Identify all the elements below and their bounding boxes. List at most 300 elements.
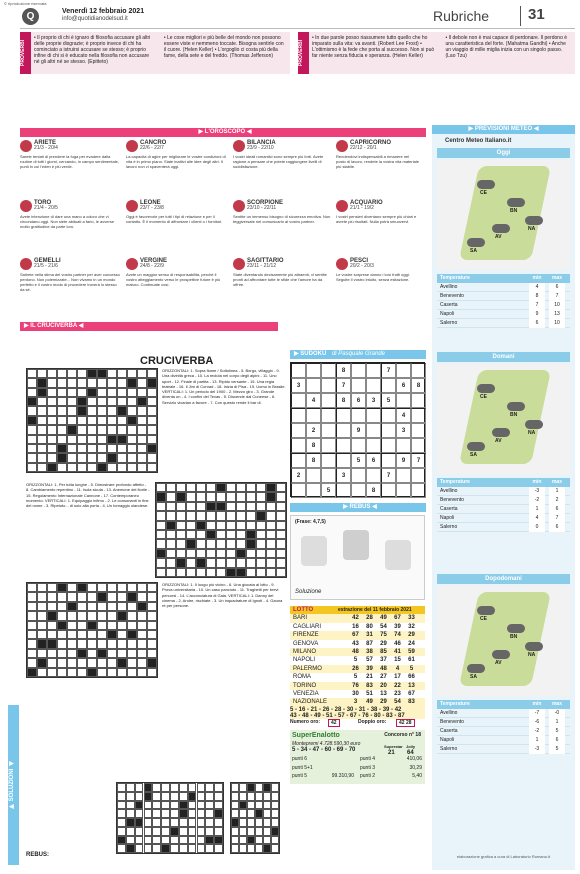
crossword-cell[interactable]: [47, 378, 57, 387]
crossword-cell[interactable]: [144, 818, 153, 827]
crossword-cell[interactable]: [206, 521, 216, 530]
crossword-cell[interactable]: [57, 649, 67, 658]
crossword-cell[interactable]: [67, 388, 77, 397]
crossword-cell[interactable]: [47, 658, 57, 667]
crossword-cell[interactable]: [271, 818, 279, 827]
crossword-cell[interactable]: [206, 483, 216, 492]
crossword-cell[interactable]: [57, 388, 67, 397]
crossword-cell[interactable]: [271, 809, 279, 818]
crossword-cell[interactable]: [236, 539, 246, 548]
crossword-cell[interactable]: [226, 521, 236, 530]
sudoku-cell[interactable]: [321, 438, 336, 453]
sudoku-cell[interactable]: 7: [381, 363, 396, 378]
crossword-cell[interactable]: [126, 792, 135, 801]
sudoku-cell[interactable]: [321, 423, 336, 438]
crossword-cell[interactable]: [47, 435, 57, 444]
crossword-cell[interactable]: [186, 558, 196, 567]
crossword-cell[interactable]: [205, 783, 214, 792]
crossword-cell[interactable]: [47, 453, 57, 462]
crossword-cell[interactable]: [37, 583, 47, 592]
sudoku-cell[interactable]: 6: [366, 453, 381, 468]
crossword-cell[interactable]: [47, 397, 57, 406]
sudoku-cell[interactable]: [366, 438, 381, 453]
crossword-cell[interactable]: [87, 425, 97, 434]
crossword-cell[interactable]: [117, 630, 127, 639]
crossword-cell[interactable]: [47, 425, 57, 434]
sudoku-cell[interactable]: 5: [321, 483, 336, 498]
crossword-cell[interactable]: [266, 549, 276, 558]
crossword-cell[interactable]: [57, 425, 67, 434]
crossword-cell[interactable]: [117, 818, 126, 827]
crossword-cell[interactable]: [170, 792, 179, 801]
crossword-cell[interactable]: [166, 558, 176, 567]
crossword-cell[interactable]: [126, 783, 135, 792]
crossword-cell[interactable]: [214, 818, 223, 827]
crossword-cell[interactable]: [147, 453, 157, 462]
crossword-cell[interactable]: [166, 549, 176, 558]
crossword-cell[interactable]: [97, 378, 107, 387]
crossword-cell[interactable]: [67, 630, 77, 639]
crossword-cell[interactable]: [117, 444, 127, 453]
crossword-cell[interactable]: [196, 549, 206, 558]
crossword-cell[interactable]: [266, 539, 276, 548]
crossword-cell[interactable]: [276, 511, 286, 520]
crossword-cell[interactable]: [205, 792, 214, 801]
crossword-cell[interactable]: [214, 844, 223, 853]
crossword-cell[interactable]: [196, 492, 206, 501]
crossword-cell[interactable]: [57, 611, 67, 620]
crossword-cell[interactable]: [47, 444, 57, 453]
crossword-cell[interactable]: [176, 539, 186, 548]
sudoku-cell[interactable]: [396, 468, 411, 483]
crossword-cell[interactable]: [137, 406, 147, 415]
crossword-cell[interactable]: [67, 416, 77, 425]
crossword-cell[interactable]: [231, 827, 239, 836]
crossword-cell[interactable]: [47, 388, 57, 397]
crossword-cell[interactable]: [77, 658, 87, 667]
crossword-cell[interactable]: [107, 639, 117, 648]
crossword-cell[interactable]: [166, 502, 176, 511]
crossword-cell[interactable]: [127, 406, 137, 415]
crossword-cell[interactable]: [127, 639, 137, 648]
crossword-cell[interactable]: [147, 463, 157, 472]
crossword-cell[interactable]: [144, 801, 153, 810]
crossword-cell[interactable]: [216, 521, 226, 530]
crossword-cell[interactable]: [87, 453, 97, 462]
crossword-cell[interactable]: [255, 792, 263, 801]
crossword-cell[interactable]: [27, 378, 37, 387]
sudoku-cell[interactable]: [321, 363, 336, 378]
crossword-cell[interactable]: [127, 668, 137, 677]
crossword-cell[interactable]: [179, 818, 188, 827]
crossword-cell[interactable]: [87, 630, 97, 639]
sudoku-cell[interactable]: [411, 468, 426, 483]
crossword-cell[interactable]: [247, 801, 255, 810]
crossword-cell[interactable]: [206, 568, 216, 577]
sudoku-cell[interactable]: [396, 363, 411, 378]
crossword-cell[interactable]: [137, 621, 147, 630]
crossword-cell[interactable]: [271, 836, 279, 845]
crossword-cell[interactable]: [231, 809, 239, 818]
sudoku-cell[interactable]: 8: [336, 393, 351, 408]
crossword-cell[interactable]: [255, 844, 263, 853]
sudoku-cell[interactable]: [396, 438, 411, 453]
crossword-cell[interactable]: [276, 539, 286, 548]
crossword-cell[interactable]: [137, 592, 147, 601]
crossword-cell[interactable]: [37, 463, 47, 472]
crossword-cell[interactable]: [156, 521, 166, 530]
crossword-cell[interactable]: [152, 827, 161, 836]
crossword-cell[interactable]: [117, 792, 126, 801]
crossword-cell[interactable]: [197, 783, 206, 792]
crossword-cell[interactable]: [117, 801, 126, 810]
crossword-cell[interactable]: [166, 511, 176, 520]
crossword-cell[interactable]: [27, 453, 37, 462]
sudoku-cell[interactable]: [411, 423, 426, 438]
crossword-cell[interactable]: [170, 844, 179, 853]
crossword-cell[interactable]: [27, 388, 37, 397]
sudoku-cell[interactable]: [306, 483, 321, 498]
crossword-cell[interactable]: [255, 836, 263, 845]
crossword-cell[interactable]: [77, 621, 87, 630]
crossword-cell[interactable]: [147, 406, 157, 415]
crossword-cell[interactable]: [214, 827, 223, 836]
sudoku-cell[interactable]: [366, 408, 381, 423]
sudoku-cell[interactable]: 4: [306, 393, 321, 408]
crossword-cell[interactable]: [137, 639, 147, 648]
crossword-cell[interactable]: [188, 783, 197, 792]
crossword-cell[interactable]: [127, 444, 137, 453]
crossword-cell[interactable]: [161, 783, 170, 792]
crossword-cell[interactable]: [156, 568, 166, 577]
crossword-cell[interactable]: [205, 827, 214, 836]
crossword-cell[interactable]: [226, 492, 236, 501]
crossword-cell[interactable]: [107, 621, 117, 630]
sudoku-cell[interactable]: [396, 393, 411, 408]
crossword-cell[interactable]: [57, 416, 67, 425]
crossword-cell[interactable]: [117, 425, 127, 434]
crossword-cell[interactable]: [67, 639, 77, 648]
crossword-cell[interactable]: [197, 827, 206, 836]
crossword-cell[interactable]: [197, 792, 206, 801]
crossword-cell[interactable]: [107, 369, 117, 378]
crossword-cell[interactable]: [147, 397, 157, 406]
crossword-cell[interactable]: [47, 668, 57, 677]
crossword-cell[interactable]: [266, 511, 276, 520]
crossword-cell[interactable]: [147, 435, 157, 444]
crossword-cell[interactable]: [166, 530, 176, 539]
crossword-cell[interactable]: [186, 530, 196, 539]
crossword-cell[interactable]: [152, 792, 161, 801]
crossword-cell[interactable]: [107, 658, 117, 667]
sudoku-cell[interactable]: [336, 408, 351, 423]
sudoku-cell[interactable]: [396, 483, 411, 498]
crossword-cell[interactable]: [161, 827, 170, 836]
crossword-cell[interactable]: [87, 416, 97, 425]
sudoku-cell[interactable]: 4: [396, 408, 411, 423]
crossword-cell[interactable]: [196, 511, 206, 520]
sudoku-cell[interactable]: [321, 408, 336, 423]
sudoku-cell[interactable]: [336, 483, 351, 498]
crossword-cell[interactable]: [239, 809, 247, 818]
crossword-cell[interactable]: [57, 369, 67, 378]
crossword-cell[interactable]: [276, 502, 286, 511]
crossword-cell[interactable]: [27, 463, 37, 472]
crossword-cell[interactable]: [137, 658, 147, 667]
crossword-cell[interactable]: [67, 463, 77, 472]
crossword-cell[interactable]: [137, 416, 147, 425]
crossword-cell[interactable]: [156, 483, 166, 492]
crossword-cell[interactable]: [27, 602, 37, 611]
crossword-cell[interactable]: [216, 530, 226, 539]
crossword-cell[interactable]: [147, 668, 157, 677]
crossword-cell[interactable]: [67, 369, 77, 378]
crossword-cell[interactable]: [87, 463, 97, 472]
crossword-cell[interactable]: [176, 502, 186, 511]
crossword-cell[interactable]: [117, 639, 127, 648]
crossword-cell[interactable]: [147, 621, 157, 630]
sudoku-cell[interactable]: 8: [411, 378, 426, 393]
sudoku-cell[interactable]: [411, 393, 426, 408]
crossword-cell[interactable]: [27, 583, 37, 592]
crossword-cell[interactable]: [117, 388, 127, 397]
crossword-cell[interactable]: [137, 435, 147, 444]
sudoku-cell[interactable]: [351, 468, 366, 483]
crossword-cell[interactable]: [156, 558, 166, 567]
crossword-cell[interactable]: [231, 792, 239, 801]
crossword-cell[interactable]: [216, 549, 226, 558]
crossword-cell[interactable]: [107, 388, 117, 397]
crossword-cell[interactable]: [27, 435, 37, 444]
crossword-cell[interactable]: [239, 818, 247, 827]
sudoku-cell[interactable]: 9: [351, 423, 366, 438]
crossword-cell[interactable]: [47, 649, 57, 658]
crossword-cell[interactable]: [188, 844, 197, 853]
crossword-cell[interactable]: [216, 511, 226, 520]
crossword-cell[interactable]: [107, 602, 117, 611]
crossword-cell[interactable]: [117, 621, 127, 630]
crossword-cell[interactable]: [77, 444, 87, 453]
crossword-cell[interactable]: [107, 583, 117, 592]
crossword-cell[interactable]: [239, 844, 247, 853]
crossword-cell[interactable]: [117, 649, 127, 658]
crossword-cell[interactable]: [216, 492, 226, 501]
crossword-cell[interactable]: [87, 639, 97, 648]
crossword-cell[interactable]: [231, 836, 239, 845]
crossword-cell[interactable]: [161, 809, 170, 818]
crossword-cell[interactable]: [197, 836, 206, 845]
crossword-cell[interactable]: [205, 818, 214, 827]
crossword-cell[interactable]: [87, 611, 97, 620]
crossword-cell[interactable]: [77, 435, 87, 444]
crossword-cell[interactable]: [27, 649, 37, 658]
crossword-cell[interactable]: [127, 621, 137, 630]
crossword-cell[interactable]: [127, 649, 137, 658]
crossword-cell[interactable]: [170, 809, 179, 818]
crossword-cell[interactable]: [239, 792, 247, 801]
crossword-cell[interactable]: [107, 416, 117, 425]
crossword-cell[interactable]: [27, 639, 37, 648]
crossword-cell[interactable]: [27, 592, 37, 601]
crossword-cell[interactable]: [117, 783, 126, 792]
crossword-cell[interactable]: [247, 827, 255, 836]
crossword-cell[interactable]: [135, 827, 144, 836]
crossword-cell[interactable]: [152, 801, 161, 810]
crossword-cell[interactable]: [126, 827, 135, 836]
sudoku-cell[interactable]: [381, 438, 396, 453]
sudoku-cell[interactable]: 6: [351, 393, 366, 408]
crossword-cell[interactable]: [205, 844, 214, 853]
crossword-cell[interactable]: [246, 483, 256, 492]
crossword-cell[interactable]: [37, 630, 47, 639]
crossword-cell[interactable]: [247, 809, 255, 818]
crossword-cell[interactable]: [77, 639, 87, 648]
crossword-cell[interactable]: [135, 844, 144, 853]
crossword-cell[interactable]: [77, 453, 87, 462]
crossword-cell[interactable]: [179, 827, 188, 836]
sudoku-cell[interactable]: [291, 393, 306, 408]
crossword-cell[interactable]: [87, 583, 97, 592]
sudoku-cell[interactable]: [306, 468, 321, 483]
crossword-cell[interactable]: [47, 630, 57, 639]
crossword-cell[interactable]: [256, 492, 266, 501]
crossword-cell[interactable]: [127, 397, 137, 406]
crossword-cell[interactable]: [263, 827, 271, 836]
crossword-cell[interactable]: [107, 463, 117, 472]
crossword-cell[interactable]: [137, 630, 147, 639]
crossword-cell[interactable]: [147, 611, 157, 620]
crossword-cell[interactable]: [117, 397, 127, 406]
sudoku-cell[interactable]: [411, 408, 426, 423]
crossword-cell[interactable]: [197, 801, 206, 810]
crossword-cell[interactable]: [147, 649, 157, 658]
crossword-cell[interactable]: [97, 425, 107, 434]
sudoku-cell[interactable]: 7: [336, 378, 351, 393]
crossword-cell[interactable]: [255, 801, 263, 810]
crossword-cell[interactable]: [239, 827, 247, 836]
sudoku-cell[interactable]: 3: [366, 393, 381, 408]
crossword-cell[interactable]: [196, 539, 206, 548]
crossword-cell[interactable]: [77, 416, 87, 425]
sudoku-cell[interactable]: [366, 378, 381, 393]
crossword-cell[interactable]: [127, 463, 137, 472]
crossword-cell[interactable]: [37, 425, 47, 434]
sudoku-cell[interactable]: 8: [366, 483, 381, 498]
crossword-cell[interactable]: [188, 809, 197, 818]
sudoku-cell[interactable]: 3: [396, 423, 411, 438]
crossword-cell[interactable]: [77, 378, 87, 387]
crossword-cell[interactable]: [214, 801, 223, 810]
crossword-cell[interactable]: [246, 511, 256, 520]
crossword-cell[interactable]: [137, 369, 147, 378]
crossword-cell[interactable]: [37, 435, 47, 444]
sudoku-cell[interactable]: [336, 438, 351, 453]
sudoku-cell[interactable]: 2: [306, 423, 321, 438]
crossword-cell[interactable]: [156, 539, 166, 548]
crossword-cell[interactable]: [137, 463, 147, 472]
crossword-cell[interactable]: [47, 592, 57, 601]
crossword-cell[interactable]: [271, 792, 279, 801]
crossword-cell[interactable]: [236, 521, 246, 530]
crossword-cell[interactable]: [97, 416, 107, 425]
crossword-cell[interactable]: [179, 783, 188, 792]
crossword-cell[interactable]: [206, 511, 216, 520]
crossword-cell[interactable]: [87, 406, 97, 415]
sudoku-cell[interactable]: [321, 453, 336, 468]
sudoku-cell[interactable]: 3: [291, 378, 306, 393]
crossword-cell[interactable]: [247, 792, 255, 801]
crossword-cell[interactable]: [67, 583, 77, 592]
sudoku-cell[interactable]: 5: [351, 453, 366, 468]
crossword-cell[interactable]: [107, 668, 117, 677]
crossword-cell[interactable]: [135, 792, 144, 801]
sudoku-cell[interactable]: [366, 468, 381, 483]
crossword-cell[interactable]: [188, 827, 197, 836]
sudoku-cell[interactable]: [366, 363, 381, 378]
crossword-cell[interactable]: [97, 453, 107, 462]
crossword-cell[interactable]: [57, 463, 67, 472]
crossword-cell[interactable]: [37, 592, 47, 601]
crossword-cell[interactable]: [77, 425, 87, 434]
crossword-cell[interactable]: [137, 668, 147, 677]
crossword-cell[interactable]: [170, 783, 179, 792]
crossword-cell[interactable]: [126, 809, 135, 818]
crossword-cell[interactable]: [127, 388, 137, 397]
crossword-cell[interactable]: [97, 406, 107, 415]
crossword-cell[interactable]: [256, 530, 266, 539]
crossword-cell[interactable]: [152, 783, 161, 792]
crossword-cell[interactable]: [127, 583, 137, 592]
crossword-cell[interactable]: [37, 397, 47, 406]
crossword-cell[interactable]: [37, 416, 47, 425]
crossword-cell[interactable]: [107, 649, 117, 658]
crossword-cell[interactable]: [239, 783, 247, 792]
crossword-cell[interactable]: [135, 783, 144, 792]
crossword-cell[interactable]: [57, 397, 67, 406]
crossword-cell[interactable]: [47, 406, 57, 415]
crossword-cell[interactable]: [57, 435, 67, 444]
crossword-cell[interactable]: [263, 809, 271, 818]
crossword-cell[interactable]: [137, 453, 147, 462]
crossword-cell[interactable]: [37, 602, 47, 611]
crossword-cell[interactable]: [147, 639, 157, 648]
sudoku-cell[interactable]: 3: [336, 468, 351, 483]
crossword-cell[interactable]: [156, 530, 166, 539]
sudoku-cell[interactable]: [381, 483, 396, 498]
crossword-cell[interactable]: [186, 568, 196, 577]
crossword-cell[interactable]: [137, 611, 147, 620]
crossword-cell[interactable]: [57, 378, 67, 387]
crossword-cell[interactable]: [117, 378, 127, 387]
crossword-cell[interactable]: [263, 801, 271, 810]
sudoku-cell[interactable]: 7: [381, 468, 396, 483]
crossword-cell[interactable]: [226, 558, 236, 567]
sudoku-cell[interactable]: [351, 408, 366, 423]
crossword-cell[interactable]: [107, 592, 117, 601]
crossword-cell[interactable]: [27, 369, 37, 378]
crossword-cell[interactable]: [97, 397, 107, 406]
crossword-cell[interactable]: [97, 388, 107, 397]
crossword-cell[interactable]: [77, 463, 87, 472]
crossword-cell[interactable]: [127, 658, 137, 667]
crossword-cell[interactable]: [67, 649, 77, 658]
crossword-cell[interactable]: [97, 602, 107, 611]
crossword-cell[interactable]: [246, 558, 256, 567]
crossword-cell[interactable]: [216, 539, 226, 548]
crossword-cell[interactable]: [246, 502, 256, 511]
sudoku-cell[interactable]: [306, 408, 321, 423]
sudoku-cell[interactable]: 8: [306, 438, 321, 453]
